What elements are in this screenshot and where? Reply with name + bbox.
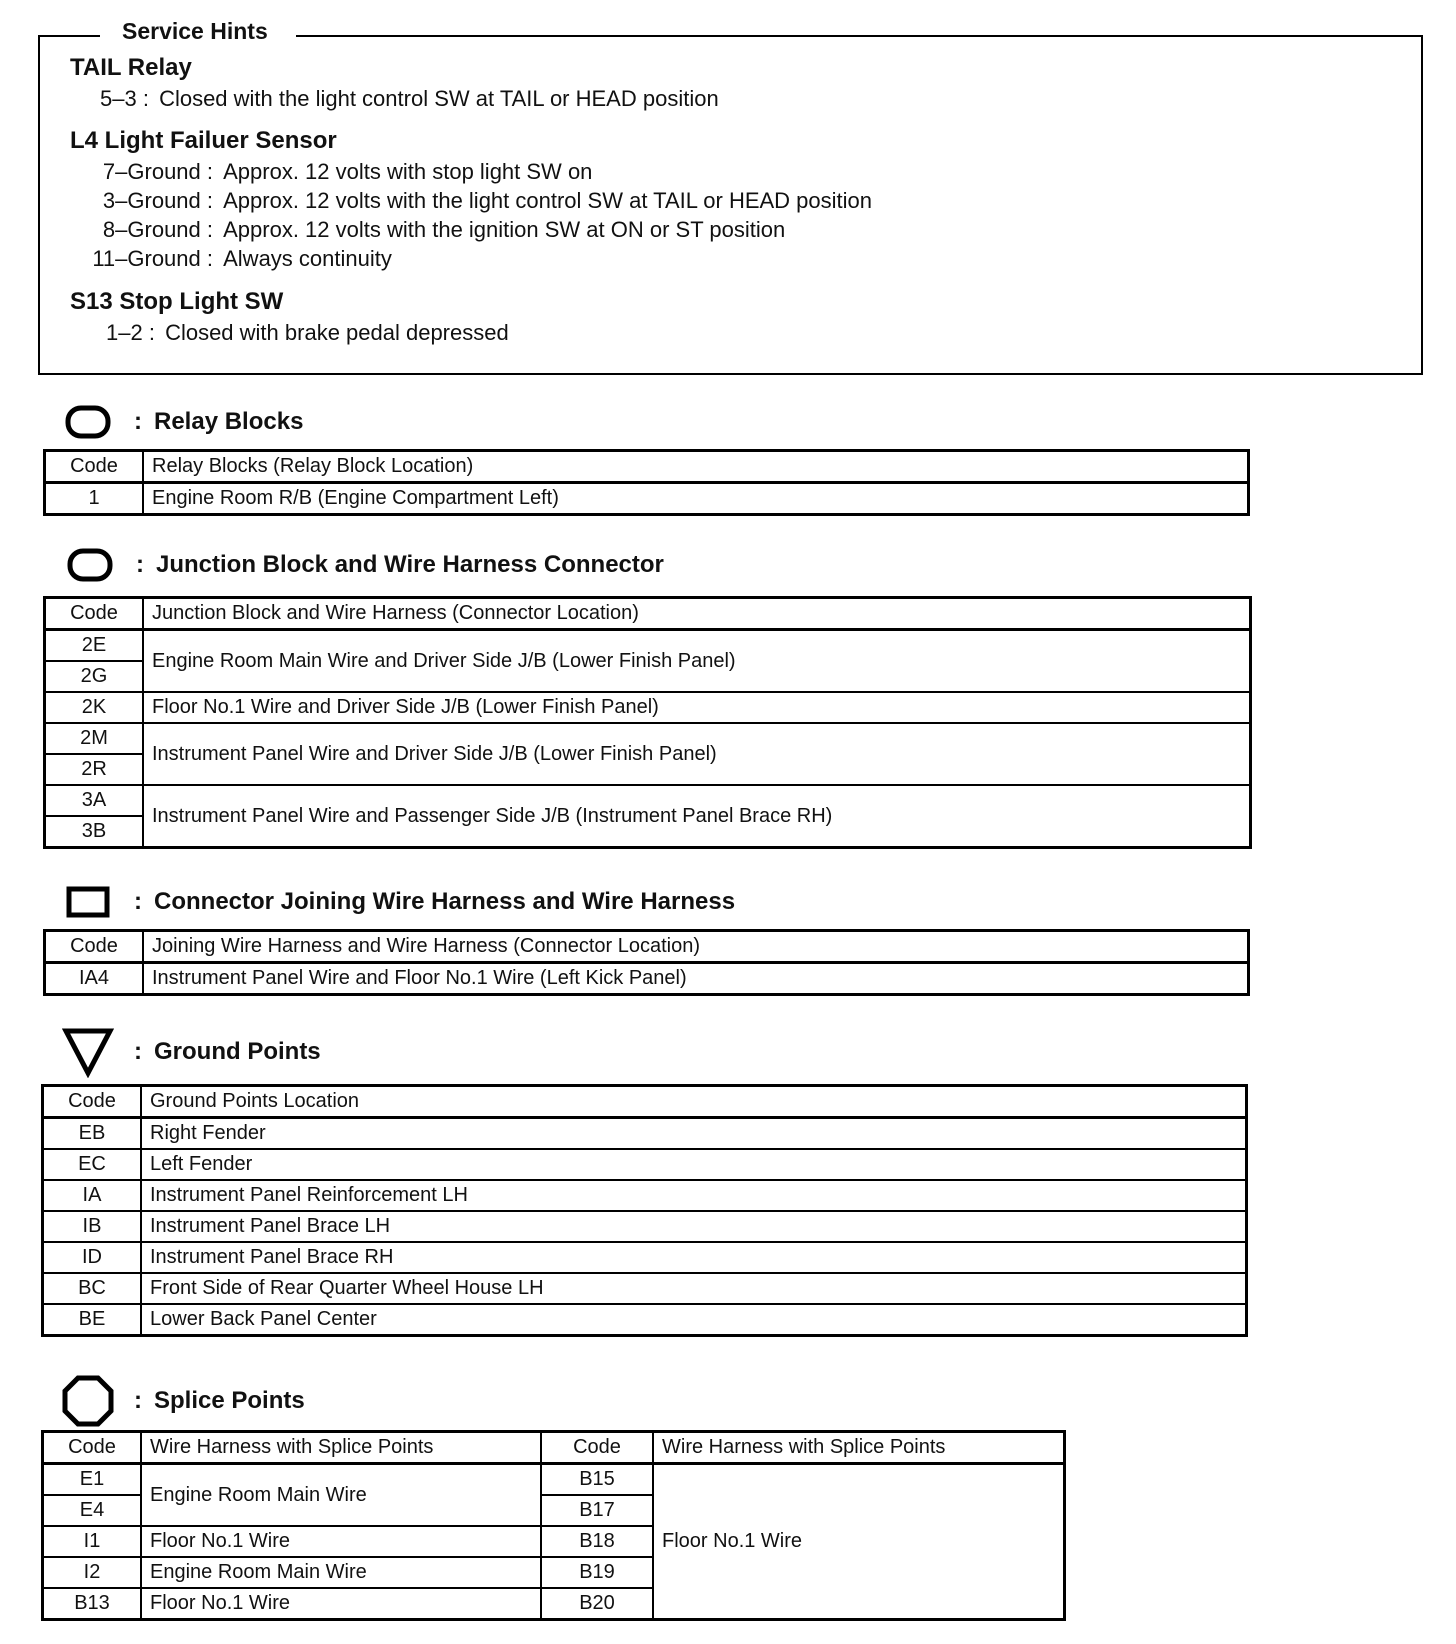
hint-line: 5–3 : Closed with the light control SW at TAIL or HEAD position [100, 86, 719, 111]
hint-line: 3–Ground : Approx. 12 volts with the light control SW at TAIL or HEAD position [102, 188, 873, 213]
connector-title: Connector Joining Wire Harness and Wire Harness [154, 888, 736, 915]
row-code: BC [43, 1273, 142, 1304]
row-code: IA [43, 1180, 142, 1211]
table-row [45, 723, 1251, 754]
row-code: I1 [43, 1526, 142, 1557]
row-code: 3B [45, 816, 144, 848]
row-code: 2G [45, 661, 144, 692]
ground-points-table [41, 1084, 1248, 1337]
header-code-right: Code [541, 1432, 653, 1464]
row-code: EC [43, 1149, 142, 1180]
table-row [43, 1149, 1247, 1180]
row-desc: Lower Back Panel Center [141, 1304, 1247, 1336]
row-desc: Instrument Panel Brace LH [141, 1211, 1247, 1242]
legend-colon: : [136, 551, 144, 578]
row-code: ID [43, 1242, 142, 1273]
row-desc: Floor No.1 Wire and Driver Side J/B (Lower Finish Panel) [143, 692, 1251, 723]
row-code: BE [43, 1304, 142, 1336]
ground-points-title: Ground Points [154, 1038, 321, 1065]
header-desc: Wire Harness with Splice Points [141, 1432, 541, 1464]
table-row [43, 1211, 1247, 1242]
row-code: IB [43, 1211, 142, 1242]
row-code-right: B20 [541, 1588, 653, 1620]
relay-blocks-legend [58, 397, 303, 447]
row-desc: Instrument Panel Wire and Floor No.1 Wire (Left Kick Panel) [143, 963, 1249, 995]
table-row [45, 963, 1249, 995]
hint-line: 8–Ground : Approx. 12 volts with the ignition SW at ON or ST position [102, 217, 786, 242]
legend-colon: : [134, 408, 142, 435]
row-code: 2E [45, 630, 144, 662]
row-desc-right: Floor No.1 Wire [653, 1464, 1065, 1620]
hint-line: 11–Ground : Always continuity [92, 246, 392, 271]
triangle-down-icon [58, 1023, 118, 1081]
row-desc: Engine Room Main Wire [141, 1557, 541, 1588]
row-desc: Floor No.1 Wire [141, 1588, 541, 1620]
legend-colon: : [134, 888, 142, 915]
header-desc: Junction Block and Wire Harness (Connector Location) [143, 598, 1251, 630]
row-code-right: B19 [541, 1557, 653, 1588]
header-desc: Ground Points Location [141, 1086, 1247, 1118]
row-desc: Floor No.1 Wire [141, 1526, 541, 1557]
row-desc: Engine Room Main Wire [141, 1464, 541, 1527]
row-code: IA4 [45, 963, 144, 995]
row-code-right: B15 [541, 1464, 653, 1496]
header-desc: Joining Wire Harness and Wire Harness (Connector Location) [143, 931, 1249, 963]
row-desc: Instrument Panel Wire and Driver Side J/B (Lower Finish Panel) [143, 723, 1251, 785]
row-code-right: B17 [541, 1495, 653, 1526]
ground-points-legend [58, 1023, 321, 1081]
table-header-row [45, 598, 1251, 630]
row-code: 2M [45, 723, 144, 754]
splice-points-table [41, 1430, 1066, 1621]
row-desc: Front Side of Rear Quarter Wheel House LH [141, 1273, 1247, 1304]
table-row [45, 630, 1251, 662]
row-code: EB [43, 1118, 142, 1150]
header-desc: Relay Blocks (Relay Block Location) [143, 451, 1249, 483]
junction-block-title: Junction Block and Wire Harness Connector [156, 551, 664, 578]
table-header-row [43, 1086, 1247, 1118]
table-row [43, 1464, 1065, 1496]
table-header-row [43, 1432, 1065, 1464]
relay-blocks-title: Relay Blocks [154, 408, 304, 435]
relay-blocks-table [43, 449, 1250, 516]
hint-heading-light-failure-sensor: L4 Light Failuer Sensor [70, 127, 337, 154]
table-row [45, 785, 1251, 816]
connector-table [43, 929, 1250, 996]
row-desc: Engine Room R/B (Engine Compartment Left) [143, 483, 1249, 515]
table-row [45, 483, 1249, 515]
row-code: E4 [43, 1495, 142, 1526]
table-row [43, 1273, 1247, 1304]
splice-points-legend [58, 1372, 305, 1430]
header-code: Code [43, 1086, 142, 1118]
table-header-row [45, 931, 1249, 963]
header-code: Code [45, 451, 144, 483]
row-code: I2 [43, 1557, 142, 1588]
splice-points-title: Splice Points [154, 1387, 305, 1414]
table-row [45, 692, 1251, 723]
hint-heading-stop-light-sw: S13 Stop Light SW [70, 288, 284, 315]
square-icon [58, 877, 118, 927]
table-row [43, 1118, 1247, 1150]
row-desc: Engine Room Main Wire and Driver Side J/B (Lower Finish Panel) [143, 630, 1251, 693]
hint-line: 7–Ground : Approx. 12 volts with stop light SW on [102, 159, 593, 184]
row-code-right: B18 [541, 1526, 653, 1557]
header-code: Code [45, 931, 144, 963]
junction-block-legend [60, 540, 664, 590]
table-row [43, 1304, 1247, 1336]
hint-line: 1–2 : Closed with brake pedal depressed [106, 320, 509, 345]
row-code: 2K [45, 692, 144, 723]
octagon-icon [58, 1372, 118, 1430]
row-code: 3A [45, 785, 144, 816]
rounded-rect-icon [60, 540, 120, 590]
table-row [43, 1180, 1247, 1211]
row-code: 1 [45, 483, 144, 515]
connector-legend [58, 877, 735, 927]
table-row [43, 1242, 1247, 1273]
header-desc-right: Wire Harness with Splice Points [653, 1432, 1065, 1464]
row-desc: Instrument Panel Brace RH [141, 1242, 1247, 1273]
row-code: E1 [43, 1464, 142, 1496]
table-header-row [45, 451, 1249, 483]
row-code: 2R [45, 754, 144, 785]
row-code: B13 [43, 1588, 142, 1620]
rounded-rect-icon [58, 397, 118, 447]
header-code: Code [43, 1432, 142, 1464]
legend-colon: : [134, 1387, 142, 1414]
legend-colon: : [134, 1038, 142, 1065]
row-desc: Right Fender [141, 1118, 1247, 1150]
header-code: Code [45, 598, 144, 630]
hint-heading-tail-relay: TAIL Relay [70, 54, 192, 81]
row-desc: Instrument Panel Reinforcement LH [141, 1180, 1247, 1211]
service-hints-title: Service Hints [100, 18, 296, 45]
row-desc: Left Fender [141, 1149, 1247, 1180]
junction-block-table [43, 596, 1252, 849]
row-desc: Instrument Panel Wire and Passenger Side J/B (Instrument Panel Brace RH) [143, 785, 1251, 848]
